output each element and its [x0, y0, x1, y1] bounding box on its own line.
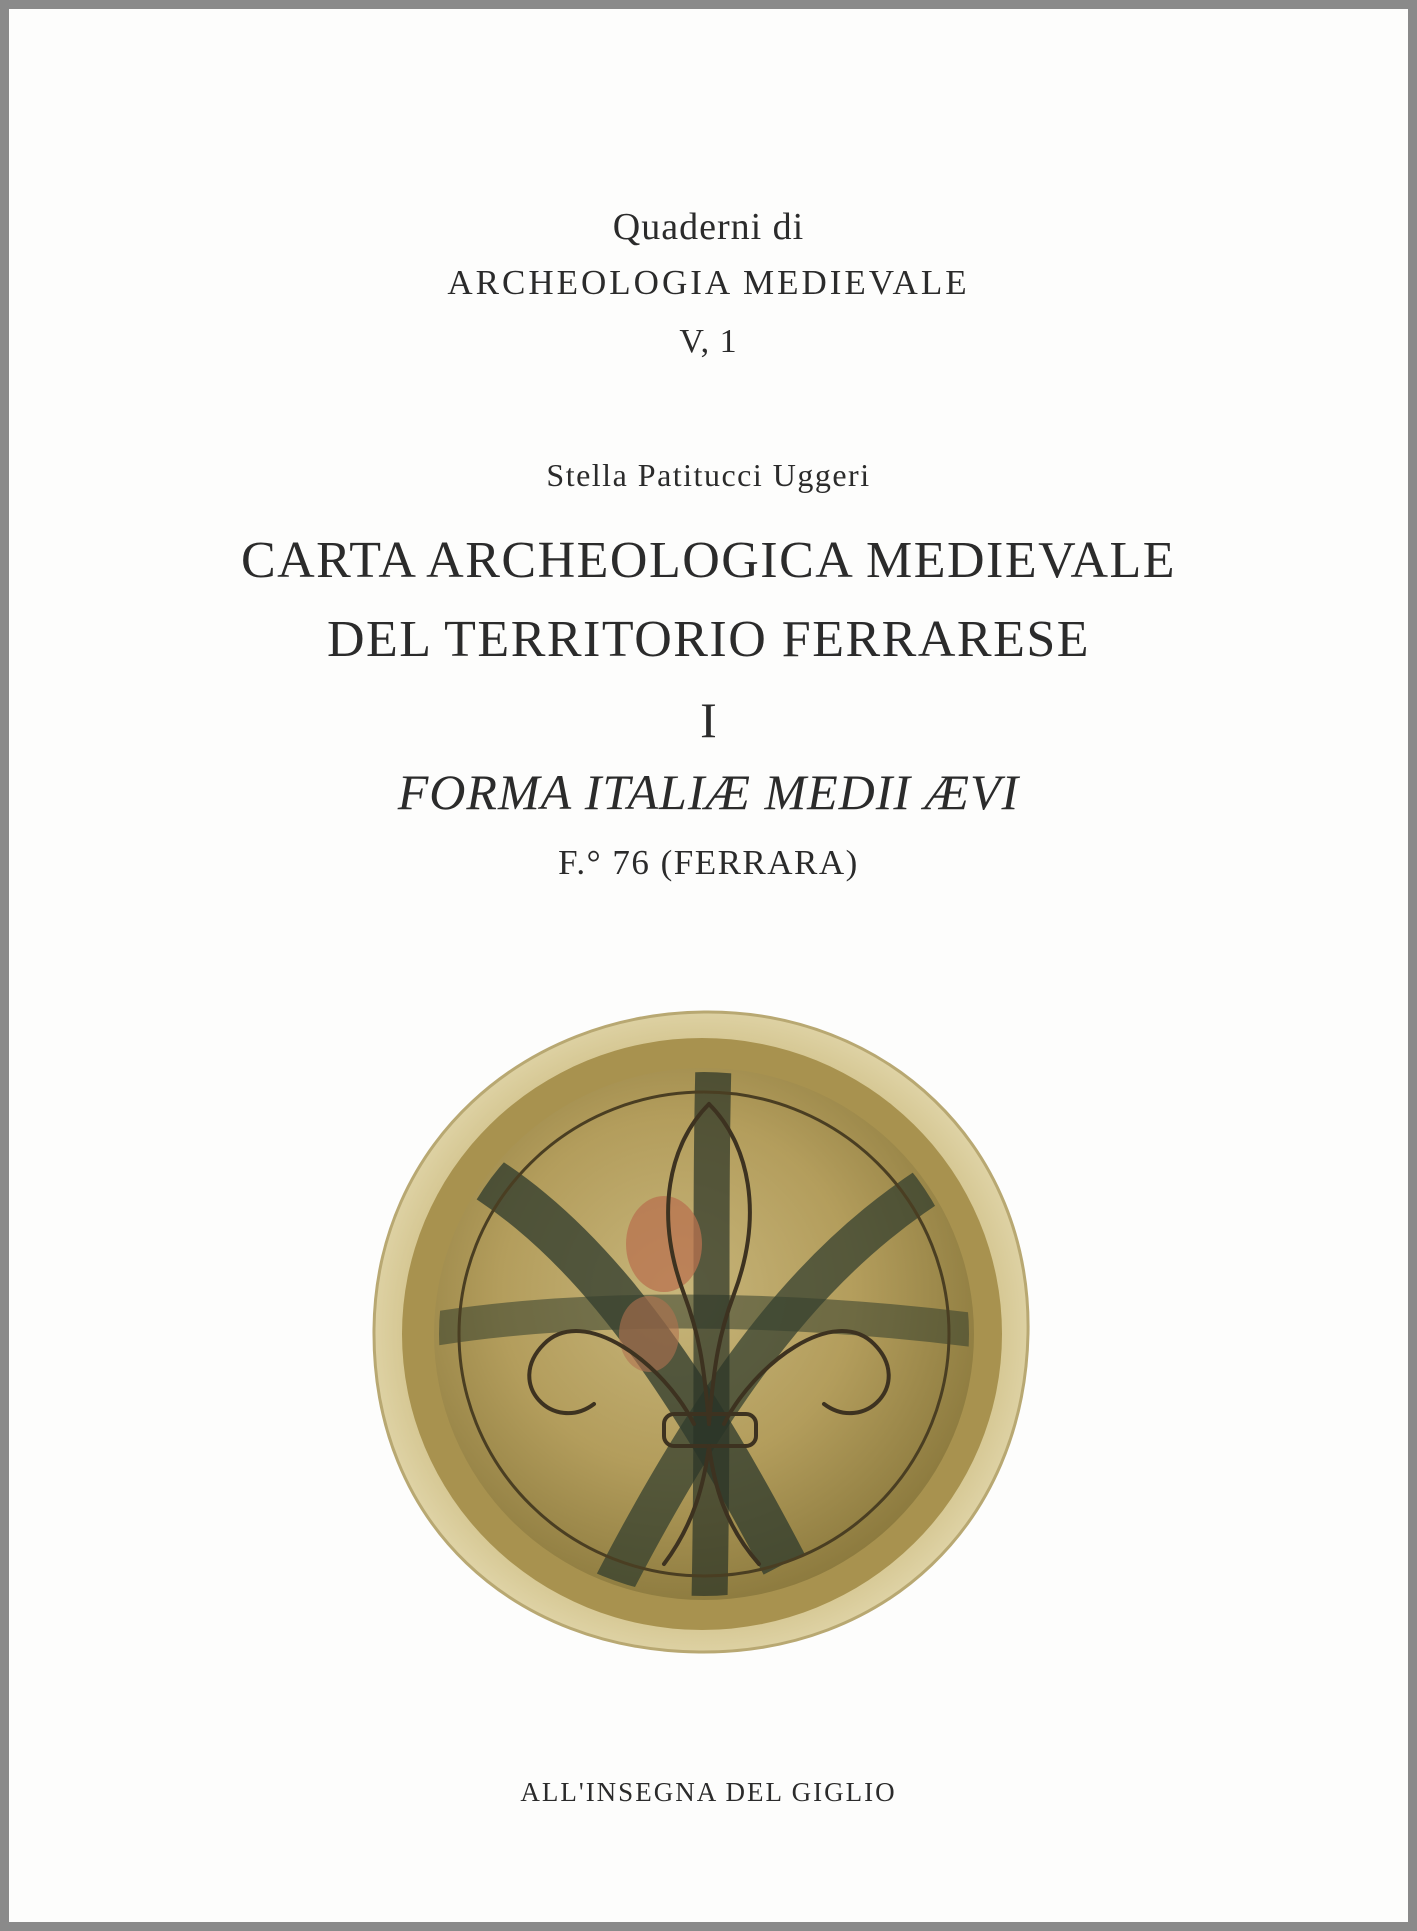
sheet-number: F.° 76 (FERRARA)	[558, 843, 859, 882]
book-title-line-1: CARTA ARCHEOLOGICA MEDIEVALE	[240, 532, 1177, 589]
publisher-name: ALL'INSEGNA DEL GIGLIO	[520, 1777, 897, 1807]
book-subtitle: FORMA ITALIÆ MEDII ÆVI	[397, 764, 1020, 820]
author-name: Stella Patitucci Uggeri	[546, 457, 871, 493]
volume-part: I	[700, 692, 717, 748]
book-title-line-2: DEL TERRITORIO FERRARESE	[326, 611, 1091, 668]
series-volume: V, 1	[679, 323, 738, 360]
series-title: ARCHEOLOGIA MEDIEVALE	[447, 263, 970, 302]
series-name: Quaderni di	[612, 206, 805, 248]
ceramic-plate-image	[364, 1004, 1039, 1659]
